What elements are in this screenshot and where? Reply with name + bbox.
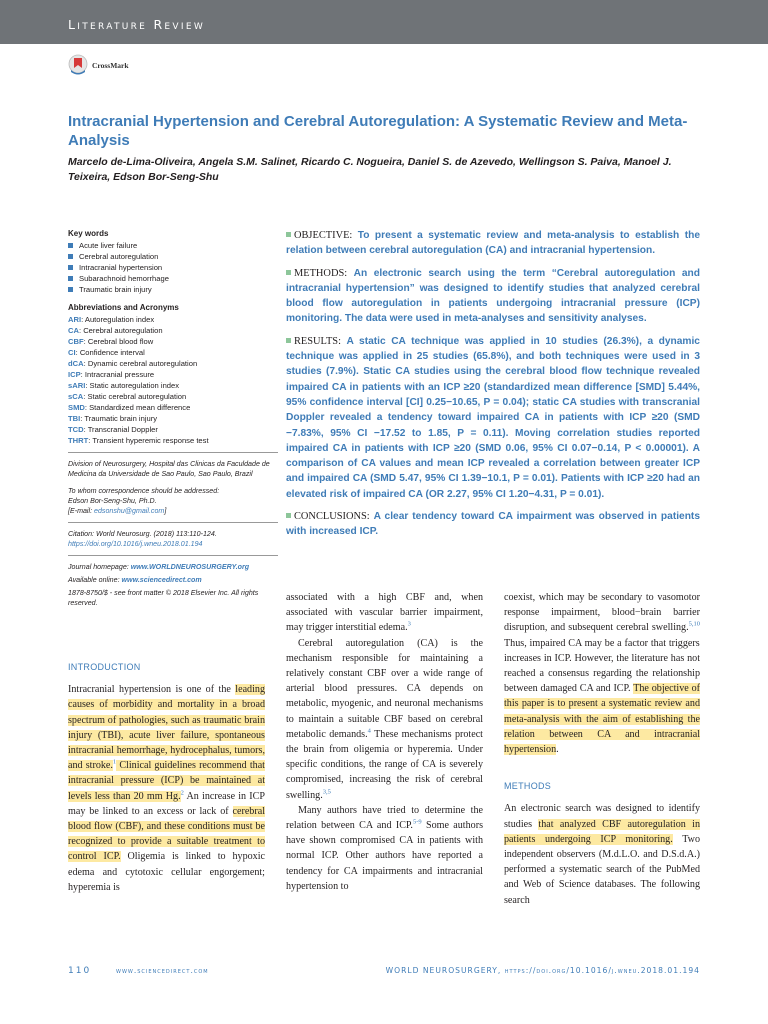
abstract-results: RESULTS: A static CA technique was applied in 10 studies (26.3%), a dynamic technique was applied in 25 studies (65.8%), and both techniques were used in 3 studies (7.9%). Static CA studies using the cerebral blood flow technique revealed impaired CA in patients with an ICP ≥20 (standardized mean difference [SMD] 5.44%, 95% confidence interval [CI] 0.25−10.65, P = 0.04); static CA studies with transcranial Doppler revealed a tendency toward impaired CA in patients with ICP ≥20 (SMD −7.83%, 95% CI −17.52 to 1.85, P = 0.11). Moving correlation studies reported impaired CA in patients with ICP ≥20 (SMD 0.06, 95% CI 0.07−0.14, P < 0.00001). A comparison of CA values and mean ICP revealed a correlation between greater ICP and impaired CA (SMD 5.47, 95% CI 1.39−10.1, P = 0.01). Patients with ICP ≥20 had an elevated risk of impaired CA (OR 2.27, 95% CI 1.20−4.31, P = 0.01).: [286, 335, 700, 500]
highlighted-text: Clinical guidelines recommend that intracranial pressure (ICP) be maintained at levels less than 20 mm Hg.: [68, 760, 265, 802]
methods-heading: METHODS: [504, 781, 552, 792]
body-paragraph: Many authors have tried to determine the relation between CA and ICP.$^{5-9}$ Some authors have shown compromised CA in patients with normal ICP. Other authors have reported a tendency for CA impairments and intracranial hypertension to: [286, 804, 483, 892]
citation: Citation: World Neurosurg. (2018) 113:110-124.: [68, 530, 217, 538]
intro-paragraph: Intracranial hypertension is one of the leading causes of morbidity and mortality in a broad spectrum of pathologies, such as traumatic brain injury (TBI), acute liver failure, spontaneous intracranial hemorrhage, hydrocephalus, tumors, and stroke.$^1$ Clinical guidelines recommend that intracranial pressure (ICP) be maintained at levels less than 20 mm Hg.$^2$ An increase in ICP may be linked to an excess or lack of cerebral blood flow (CBF), and these conditions must be recognized to provide a suitable treatment to control ICP. Oligemia is linked to hypoxic edema and cytotoxic cellular engorgement; hyperemia is: [68, 684, 265, 893]
body-column-3: [504, 590, 700, 908]
introduction-heading: INTRODUCTION: [68, 662, 141, 672]
article-title: Intracranial Hypertension and Cerebral Autoregulation: A Systematic Review and Meta-Analysis: [68, 113, 688, 149]
body-paragraph: Cerebral autoregulation (CA) is the mechanism responsible for maintaining a relatively constant CBF over a wide range of arterial blood pressures. CA depends on metabolic, myogenic, and neuronal mechanisms to maintain a suitable CBF based on cerebral metabolic demands.$^4$ These mechanisms protect the brain from oligemia or hyperemia. Under specific conditions, the range of CA is severely compromised, increasing the risk of cerebral swelling.$^{3,5}$: [286, 637, 483, 801]
crossmark-icon[interactable]: [68, 54, 88, 76]
highlighted-text: The objective of this paper is to present a systematic review and meta-analysis with the aim of establishing the relation between CA and intracranial hypertension: [504, 683, 700, 756]
homepage-link[interactable]: www.WORLDNEUROSURGERY.org: [130, 563, 250, 571]
abbreviation-item: SMD: Standardized mean difference: [68, 403, 191, 412]
abbreviation-item: CBF: Cerebral blood flow: [68, 337, 154, 346]
abstract-methods: METHODS: An electronic search using the term “Cerebral autoregulation and intracranial hypertension” was designed to identify studies that analyzed cerebral blood flow autoregulation in patients undergoing intracranial pressure (ICP) monitoring. The data were used in meta-analyses and sensitivity analyses.: [286, 267, 700, 325]
abstract-objective: OBJECTIVE: To present a systematic review and meta-analysis to establish the relation between cerebral autoregulation (CA) and intracranial hypertension.: [286, 230, 700, 257]
highlighted-text: cerebral blood flow (CBF), and these conditions must be recognized to provide a suitable treatment to control ICP.: [68, 805, 265, 863]
abbreviation-item: dCA: Dynamic cerebral autoregulation: [68, 359, 198, 368]
keyword-item: Acute liver failure: [68, 240, 278, 251]
abbreviation-item: CI: Confidence interval: [68, 348, 145, 357]
reference-link[interactable]: 3,5: [322, 788, 331, 796]
structured-abstract: [286, 228, 700, 547]
sciencedirect-link[interactable]: www.sciencedirect.com: [121, 576, 202, 584]
abbreviation-item: ICP: Intracranial pressure: [68, 370, 155, 379]
email-link[interactable]: edsonshu@gmail.com: [94, 507, 165, 515]
body-column-2: [286, 590, 483, 894]
square-bullet-icon: [286, 232, 291, 237]
footer-site-link[interactable]: www.sciencedirect.com: [116, 966, 209, 975]
banner-label: Literature Review: [68, 17, 206, 32]
keyword-list: [68, 240, 278, 295]
crossmark-label: CrossMark: [92, 61, 129, 70]
highlighted-text: that analyzed CBF autoregulation in patients undergoing ICP monitoring.: [504, 818, 701, 845]
square-bullet-icon: [68, 276, 73, 281]
journal-homepage: Journal homepage: www.WORLDNEUROSURGERY.org: [68, 563, 250, 571]
keywords-heading: Key words: [68, 229, 109, 238]
reference-link[interactable]: 5-9: [412, 818, 422, 826]
divider: [68, 555, 278, 556]
square-bullet-icon: [68, 287, 73, 292]
footer-journal-doi[interactable]: WORLD NEUROSURGERY, https://doi.org/10.1016/j.wneu.2018.01.194: [385, 966, 700, 975]
author-list: Marcelo de-Lima-Oliveira, Angela S.M. Salinet, Ricardo C. Nogueira, Daniel S. de Azevedo, Wellingson S. Paiva, Manoel J. Teixeira, Edson Bor-Seng-Shu: [68, 156, 672, 183]
correspondence-name: Edson Bor-Seng-Shu, Ph.D.: [68, 497, 157, 505]
body-paragraph: associated with a high CBF and, when associated with vascular barrier impairment, may trigger interstitial edema.$^3$: [286, 592, 483, 634]
abbreviation-item: CA: Cerebral autoregulation: [68, 326, 163, 335]
square-bullet-icon: [68, 265, 73, 270]
page-number: 110: [68, 966, 92, 976]
affiliation: Division of Neurosurgery, Hospital das Clinicas da Faculdade de Medicina da Universidade de Sao Paulo, Sao Paulo, Brazil: [68, 460, 270, 478]
reference-link[interactable]: 1: [112, 758, 117, 766]
body-column-1: [68, 660, 265, 895]
correspondence-email: [E-mail: edsonshu@gmail.com]: [68, 507, 167, 515]
keyword-item: Traumatic brain injury: [68, 284, 278, 295]
abbreviation-list: [68, 314, 278, 446]
abbreviation-item: sARI: Static autoregulation index: [68, 381, 180, 390]
square-bullet-icon: [286, 513, 291, 518]
reference-link[interactable]: 2: [180, 789, 184, 797]
section-banner: [0, 0, 768, 44]
square-bullet-icon: [286, 270, 291, 275]
square-bullet-icon: [286, 338, 291, 343]
methods-paragraph: An electronic search was designed to identify studies that analyzed CBF autoregulation in patients undergoing ICP monitoring. Two independent observers (M.d.L.O. and D.S.d.A.) performed a systematic search of the PubMed and Web of Science databases. The following search: [504, 803, 701, 906]
body-paragraph: coexist, which may be secondary to vasomotor response impairment, blood−brain barrier disruption, and subsequent cerebral swelling.$^{5,10}$ Thus, impaired CA may be a factor that triggers increases in ICP. However, the literature has not reached a consensus regarding the relationship between damaged CA and ICP. The objective of this paper is to present a systematic review and meta-analysis with the aim of establishing the relation between CA and intracranial hypertension.: [504, 592, 700, 756]
abbreviations-heading: Abbreviations and Acronyms: [68, 303, 179, 312]
abbreviation-item: THRT: Transient hyperemic response test: [68, 436, 209, 445]
divider: [68, 522, 278, 523]
available-online: Available online: www.sciencedirect.com: [68, 576, 202, 584]
square-bullet-icon: [68, 254, 73, 259]
article-sidebar: [68, 228, 278, 608]
copyright: 1878-8750/$ - see front matter © 2018 Elsevier Inc. All rights reserved.: [68, 589, 259, 607]
abbreviation-item: TCD: Transcranial Doppler: [68, 425, 158, 434]
divider: [68, 452, 278, 453]
keyword-item: Cerebral autoregulation: [68, 251, 278, 262]
reference-link[interactable]: 5,10: [688, 621, 700, 629]
reference-link[interactable]: 3: [407, 621, 411, 629]
abstract-conclusions: CONCLUSIONS: A clear tendency toward CA impairment was observed in patients with increased ICP.: [286, 511, 700, 538]
abbreviation-item: sCA: Static cerebral autoregulation: [68, 392, 187, 401]
abbreviation-item: ARI: Autoregulation index: [68, 315, 155, 324]
keyword-item: Subarachnoid hemorrhage: [68, 273, 278, 284]
reference-link[interactable]: 4: [367, 727, 371, 735]
abbreviation-item: TBI: Traumatic brain injury: [68, 414, 158, 423]
square-bullet-icon: [68, 243, 73, 248]
correspondence-intro: To whom correspondence should be addressed:: [68, 487, 220, 495]
keyword-item: Intracranial hypertension: [68, 262, 278, 273]
doi-link[interactable]: https://doi.org/10.1016/j.wneu.2018.01.194: [68, 540, 203, 548]
highlighted-text: leading causes of morbidity and mortality in a broad spectrum of pathologies, such as traumatic brain injury (TBI), acute liver failure, spontaneous intracranial hemorrhage, hydrocephalus, tumors, and stroke.: [68, 684, 265, 772]
